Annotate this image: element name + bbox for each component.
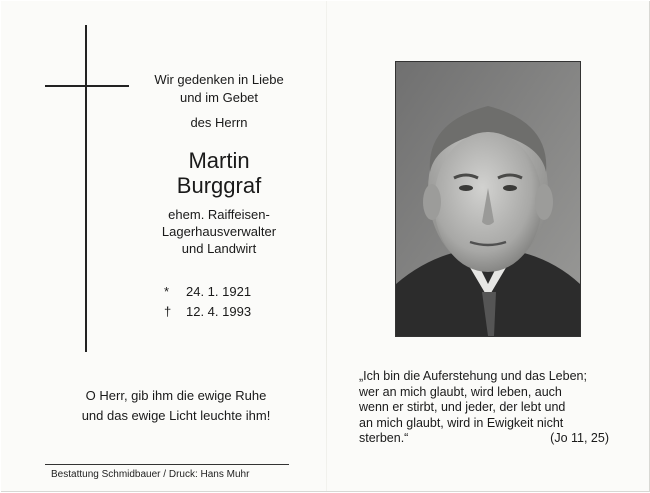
occupation xyxy=(129,206,309,257)
quote-last-line xyxy=(359,431,609,447)
quote-line-1: „Ich bin die Auferstehung und das Leben; xyxy=(359,369,587,383)
cross-vertical-bar xyxy=(85,25,87,352)
deceased-name xyxy=(129,148,309,198)
portrait-image xyxy=(396,62,580,336)
death-symbol: † xyxy=(164,304,172,319)
bible-quote xyxy=(359,369,609,447)
birth-date: 24. 1. 1921 xyxy=(186,284,252,299)
portrait-photo xyxy=(395,61,581,337)
birth-row xyxy=(164,282,251,302)
intro-line-2: und im Gebet xyxy=(179,90,259,105)
occupation-line-3: und Landwirt xyxy=(181,241,257,256)
intro-line-3: des Herrn xyxy=(190,115,248,130)
first-name: Martin xyxy=(188,148,250,173)
intro-line-1: Wir gedenken in Liebe xyxy=(154,72,284,87)
death-row xyxy=(164,302,251,322)
quote-reference: (Jo 11, 25) xyxy=(550,431,609,445)
prayer-line-1: O Herr, gib ihm die ewige Ruhe xyxy=(85,388,267,403)
life-dates xyxy=(164,282,251,322)
quote-line-3: wenn er stirbt, und jeder, der lebt und xyxy=(359,400,566,414)
footer-credits: Bestattung Schmidbauer / Druck: Hans Muhr xyxy=(51,469,250,480)
birth-symbol: * xyxy=(164,284,170,299)
quote-line-4: an mich glaubt, wird in Ewigkeit nicht xyxy=(359,415,564,430)
cross-horizontal-bar xyxy=(45,85,129,87)
prayer-line-2: und das ewige Licht leuchte ihm! xyxy=(81,408,271,423)
death-date: 12. 4. 1993 xyxy=(186,304,252,319)
occupation-line-2: Lagerhausverwalter xyxy=(161,224,277,239)
intro-text xyxy=(129,71,309,107)
memorial-card xyxy=(1,1,650,492)
footer-rule xyxy=(45,464,289,465)
quote-line-2: wer an mich glaubt, wird leben, auch xyxy=(359,384,562,399)
occupation-line-1: ehem. Raiffeisen- xyxy=(168,207,270,222)
card-fold xyxy=(326,1,327,491)
last-name: Burggraf xyxy=(176,173,262,198)
quote-line-5: sterben.“ xyxy=(359,431,409,445)
prayer xyxy=(31,386,321,426)
